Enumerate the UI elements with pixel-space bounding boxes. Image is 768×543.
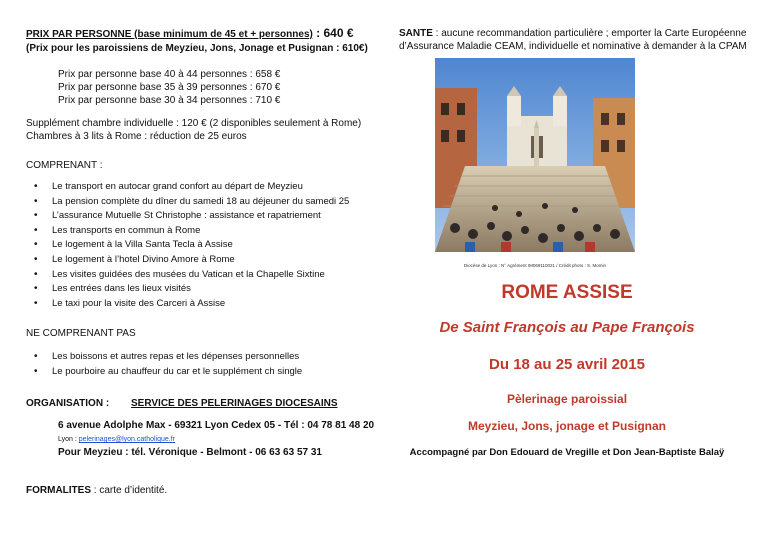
price-line: Prix par personne base 40 à 44 personnes : 658 € (58, 69, 281, 80)
parishes: Meyzieu, Jons, jonage et Pusignan (467, 419, 667, 433)
list-item: • Les transports en commun à Rome (26, 224, 349, 239)
list-item: • Le transport en autocar grand confort au départ de Meyzieu (26, 180, 349, 195)
organisation-name: SERVICE DES PELERINAGES DIOCESAINS (131, 398, 338, 409)
sante-line-2: d’Assurance Maladie CEAM, individuelle et nominative à demander à la CPAM (399, 41, 747, 52)
list-item: • Les entrées dans les lieux visités (26, 282, 349, 297)
price-title: PRIX PAR PERSONNE (base minimum de 45 et + personnes) (26, 29, 313, 40)
rome-spanish-steps-photo (435, 58, 635, 252)
price-value: : 640 € (312, 26, 354, 40)
list-item: • Le pourboire au chauffeur du car et le supplément ch single (26, 365, 302, 380)
price-line: Prix par personne base 30 à 34 personnes : 710 € (58, 95, 281, 106)
email-link[interactable]: pelerinages@lyon.catholique.fr (78, 436, 175, 443)
ne-comprenant-heading: NE COMPRENANT PAS (26, 328, 136, 339)
price-subtitle: (Prix pour les paroissiens de Meyzieu, Jons, Jonage et Pusignan : 610€) (26, 43, 368, 54)
list-item: • L’assurance Mutuelle St Christophe : assistance et rapatriement (26, 209, 349, 224)
list-item: • Le logement à la Villa Santa Tecla à Assise (26, 238, 349, 253)
price-line: Prix par personne base 35 à 39 personnes : 670 € (58, 82, 281, 93)
lyon-contact (58, 435, 175, 444)
accompanied-by: Accompagné par Don Edouard de Vregille et Don Jean-Baptiste Balaÿ (409, 447, 725, 458)
meyzieu-contact: Pour Meyzieu : tél. Véronique - Belmont - 06 63 63 57 31 (58, 447, 322, 458)
supplement-triple: Chambres à 3 lits à Rome : réduction de 25 euros (26, 131, 247, 142)
formalites-label: FORMALITES (26, 485, 91, 496)
page-title: ROME ASSISE (501, 282, 633, 303)
formalites-line (26, 484, 167, 497)
list-item: • La pension complète du dîner du samedi 18 au déjeuner du samedi 25 (26, 195, 349, 210)
list-item: • Les boissons et autres repas et les dépenses personnelles (26, 350, 302, 365)
pilgrimage-type: Pèlerinage paroissial (506, 392, 628, 406)
sante-line-1 (399, 27, 746, 40)
comprenant-list (26, 180, 349, 311)
photo-credit: Diocèse de Lyon : N° Agrément IM069110021 / Crédit photo : S. Momin (463, 263, 607, 268)
list-item: • Le taxi pour la visite des Carceri à Assise (26, 297, 349, 312)
sante-text: : aucune recommandation particulière ; emporter la Carte Européenne (432, 28, 747, 39)
list-item: • Les visites guidées des musées du Vatican et la Chapelle Sixtine (26, 268, 349, 283)
photo-illustration (435, 58, 635, 252)
comprenant-heading: COMPRENANT : (26, 160, 103, 171)
ne-comprenant-list (26, 350, 302, 379)
price-lines (58, 68, 280, 107)
organisation-label: ORGANISATION : (26, 398, 110, 409)
list-item: • Le logement à l’hotel Divino Amore à Rome (26, 253, 349, 268)
price-title-line (26, 27, 354, 41)
sante-label: SANTE (399, 28, 433, 39)
trip-dates: Du 18 au 25 avril 2015 (489, 356, 645, 373)
formalites-value: : carte d’identité. (91, 485, 168, 496)
supplement-single: Supplément chambre individuelle : 120 € (2 disponibles seulement à Rome) (26, 118, 362, 129)
page-subtitle: De Saint François au Pape François (439, 319, 695, 336)
organisation-address: 6 avenue Adolphe Max - 69321 Lyon Cedex 05 - Tél : 04 78 81 48 20 (58, 420, 375, 431)
lyon-label: Lyon : (58, 436, 79, 443)
